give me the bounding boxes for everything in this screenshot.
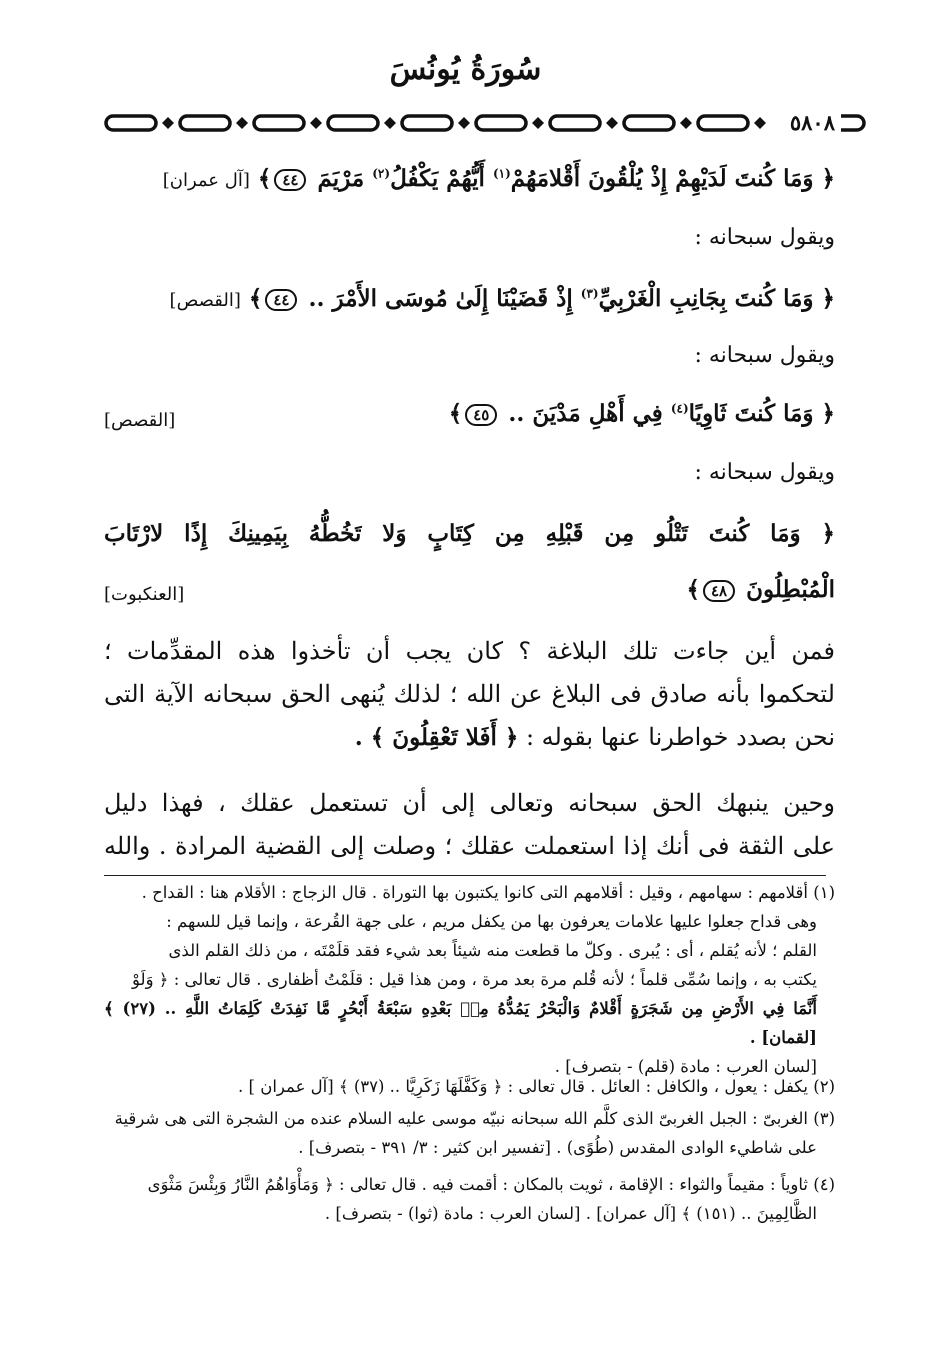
verse-line xyxy=(104,285,835,313)
verse-text: ﴿ وَمَا كُنتَ لَدَيْهِمْ إِذْ يُلْقُونَ أَقْلامَهُمْ xyxy=(510,165,835,192)
footnote-reference: (٢) xyxy=(372,166,391,181)
verse-number-marker: ٤٨ xyxy=(703,580,735,602)
verse-text: الْمُبْطِلُونَ xyxy=(746,576,835,603)
quran-quote: ﴿ أَفَلا تَعْقِلُونَ ﴾ . xyxy=(354,724,519,751)
commentary-line: فمن أين جاءت تلك البلاغة ؟ كان يجب أن تأخذوا هذه المقدِّمات ؛ xyxy=(104,637,835,665)
verse-text: ﴿ وَمَا كُنتَ بِجَانِبِ الْغَرْبِيِّ xyxy=(598,285,835,312)
footnote-line: القلم ؛ لأنه يُقلم ، أى : يُبرى . وكلّ ما قطعت منه شيئاً بعد شيء فقد قلَمْتَه ، من ذلك القلم الذى xyxy=(168,941,817,960)
footnote-line: (١) أقلامهم : سهامهم ، وقيل : أقلامهم التى كانوا يكتبون بها التوراة . قال الزجاج : الأقلام هنا : القداح . xyxy=(141,883,835,902)
footnote-line: [لسان العرب : مادة (قلم) - بتصرف] . xyxy=(554,1057,817,1076)
commentary-text: نحن بصدد خواطرنا عنها بقوله : xyxy=(525,723,835,751)
footnote-4 xyxy=(104,1170,835,1228)
footnote-line: على شاطيء الوادى المقدس (طُوًى) . [تفسير ابن كثير : ٣/ ٣٩١ - بتصرف] . xyxy=(298,1138,817,1157)
intro-line: ويقول سبحانه : xyxy=(694,460,835,485)
verse-number-marker: ٤٤ xyxy=(265,289,297,311)
verse-text: فِي أَهْلِ مَدْيَنَ .. xyxy=(508,400,663,427)
verse-number-marker: ٤٥ xyxy=(465,404,497,426)
footnote-divider xyxy=(104,875,826,876)
footnote-line: الظَّالِمِينَ .. (١٥١) ﴾ [آل عمران] . [لسان العرب : مادة (ثوا) - بتصرف] . xyxy=(324,1204,817,1223)
footnote-line: يكتب به ، وإنما سُمِّى قلماً ؛ لأنه قُلم مرة بعد مرة ، ومن هذا قيل : قلَمْتُ أظفارى . قال تعالى : ﴿ وَلَوْ xyxy=(132,970,817,989)
intro-line: ويقول سبحانه : xyxy=(694,225,835,250)
closing-bracket: ﴾ xyxy=(257,165,272,192)
footnote-line: وهى قداح جعلوا عليها علامات يعرفون بها من يكفل مريم ، على جهة القُرعة ، وإنما قيل للسهم : xyxy=(166,912,817,931)
verse-line xyxy=(104,576,835,604)
verse-number-marker: ٤٤ xyxy=(274,169,306,191)
verse-text: ﴿ وَمَا كُنتَ ثَاوِيًا xyxy=(688,400,835,427)
verse-text: مَرْيَمَ xyxy=(317,165,365,192)
footnote-1 xyxy=(104,878,835,1081)
verse-line xyxy=(104,165,835,193)
footnote-3 xyxy=(104,1104,835,1162)
closing-bracket: ﴾ xyxy=(448,400,463,427)
verse-text: إِذْ قَضَيْنَا إِلَىٰ مُوسَى الأَمْرَ .. xyxy=(308,285,573,312)
footnote-reference: (١) xyxy=(492,166,511,181)
footnote-line: (٣) الغربىّ : الجبل الغربىّ الذى كلَّم الله سبحانه نبيّه موسى عليه السلام عنده من الشجرة التى هى شرقية xyxy=(114,1109,835,1128)
closing-bracket: ﴾ xyxy=(686,576,700,603)
intro-line: ويقول سبحانه : xyxy=(694,343,835,368)
surah-reference: [القصص] xyxy=(169,290,241,311)
surah-reference: [آل عمران] xyxy=(162,170,250,191)
surah-reference: [القصص] xyxy=(104,410,176,431)
verse-text: أَيُّهُمْ يَكْفُلُ xyxy=(390,165,485,192)
commentary-line xyxy=(104,716,835,759)
ornamental-border xyxy=(100,111,870,135)
surah-title: سُورَةُ يُونُسَ xyxy=(389,52,542,87)
verse-line: ﴿ وَمَا كُنتَ تَتْلُو مِن قَبْلِهِ مِن كِتَابٍ وَلا تَخُطُّهُ بِيَمِينِكَ إِذًا لارْتَابَ xyxy=(104,520,835,547)
page-number: ٥٨٠٨ xyxy=(784,110,841,135)
verse-line xyxy=(104,400,835,428)
commentary-line: على الثقة فى أنك إذا استعملت عقلك ؛ وصلت إلى القضية المرادة . والله xyxy=(104,832,835,860)
footnote-reference: (٤) xyxy=(670,401,689,416)
commentary-line: وحين ينبهك الحق سبحانه وتعالى إلى أن تستعمل عقلك ، فهذا دليل xyxy=(104,789,836,817)
commentary-line: لتحكموا بأنه صادق فى البلاغ عن الله ؛ لذلك يُنهى الحق سبحانه الآية التى xyxy=(104,680,835,708)
closing-bracket: ﴾ xyxy=(248,285,263,312)
footnote-line: (٤) ثاوياً : مقيماً والثواء : الإقامة ، ثويت بالمكان : أقمت فيه . قال تعالى : ﴿ وَمَأْوَاهُمُ النَّارُ وَبِئْسَ مَثْوَى xyxy=(147,1175,835,1194)
footnote-2: (٢) يكفل : يعول ، والكافل : العائل . قال تعالى : ﴿ وَكَفَّلَهَا زَكَرِيَّا .. (٣٧) ﴾ [آل عمران ] . xyxy=(238,1077,835,1096)
footnote-line: أَنَّمَا فِي الأَرْضِ مِن شَجَرَةٍ أَقْلامٌ وَالْبَحْرُ يَمُدُّهُ مِنۢ بَعْدِهِ سَبْعَةُ أَبْحُرٍ مَّا نَفِدَتْ كَلِمَاتُ اللَّهِ .. (٢٧) ﴾ [لقمان] . xyxy=(104,999,817,1047)
footnote-reference: (٣) xyxy=(580,286,599,301)
surah-reference: [العنكبوت] xyxy=(104,584,185,605)
